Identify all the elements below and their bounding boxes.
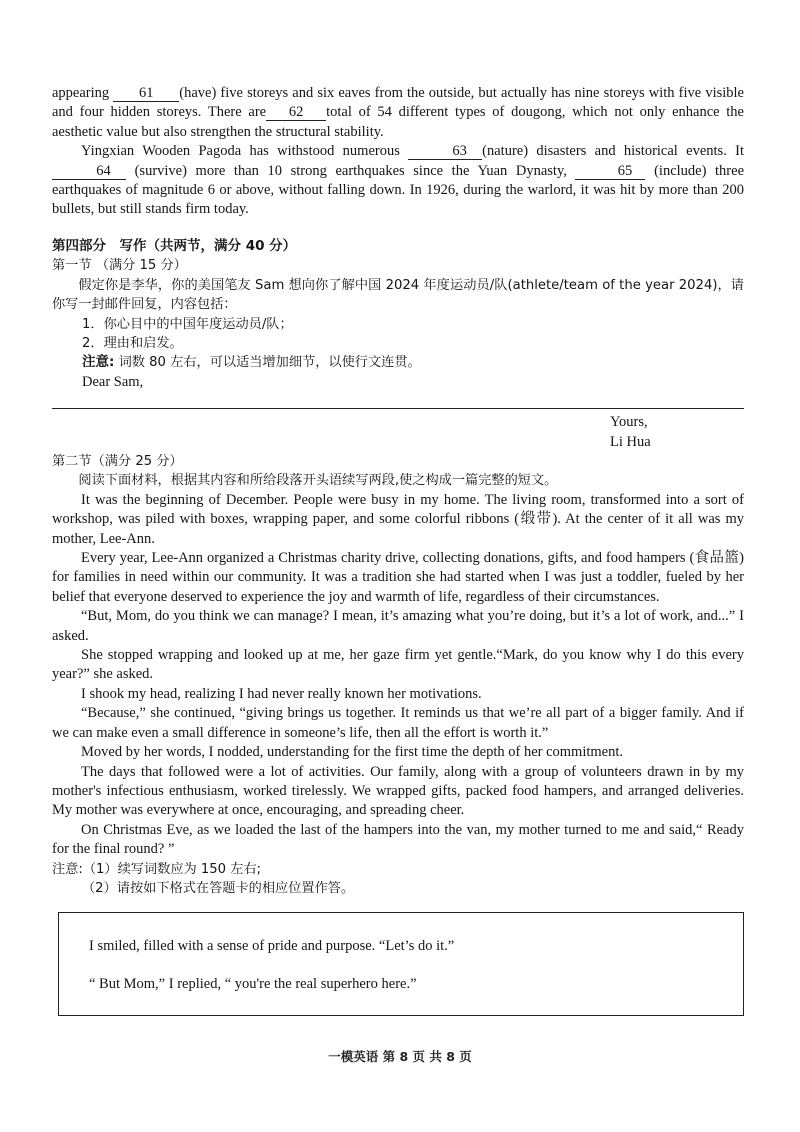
story-paragraph: She stopped wrapping and looked up at me, her gaze firm yet gentle.“Mark, do you know why I do this every year?” she asked. [52, 647, 744, 683]
page-footer: 一模英语 第 8 页 共 8 页 [328, 1049, 472, 1064]
story-paragraph: “Because,” she continued, “giving brings us together. It reminds us that we’re all part of a bigger family. And if we can make even a small difference in someone’s life, then all the effort is worth it.” [52, 705, 744, 741]
section1-note: 注意: 词数 80 左右，可以适当增加细节，以使行文连贯。 [82, 354, 421, 371]
continuation-answer-box[interactable] [58, 912, 744, 1016]
cloze-paragraph-1: appearing 61 (have) five storeys and six eaves from the outside, but actually has nine storeys with five visible and four hidden storeys. There are 62 total of 54 different types of dougong, which not only enhance the aesthetic value but also strengthen the structural stability. [52, 85, 744, 140]
section1-heading: 第一节 （满分 15 分） [52, 258, 187, 274]
section2-note-1: 注意:（1）续写词数应为 150 左右; [52, 861, 262, 877]
part-title: 第四部分 写作（共两节，满分 40 分） [52, 238, 297, 254]
letter-greeting: Dear Sam, [82, 373, 144, 390]
cloze-paragraph-2: Yingxian Wooden Pagoda has withstood numerous 63 (nature) disasters and historical events. It 64 (survive) more than 10 strong earthquakes since the Yuan Dynasty, 65 (include) three earthquakes of magnitude 6 or above, without falling down. In 1926, during the warlord, it was hit by more than 200 bullets, but still stands firm today. [52, 143, 744, 218]
story-paragraph: “But, Mom, do you think we can manage? I mean, it’s amazing what you’re doing, but it’s a lot of work, and...” I asked. [52, 608, 744, 644]
cloze-passage [52, 84, 744, 220]
story-paragraph: Moved by her words, I nodded, understanding for the first time the depth of her commitment. [81, 744, 624, 761]
section1-item-2: 2．理由和启发。 [82, 336, 183, 352]
letter-signature: Li Hua [610, 433, 651, 450]
letter-sign-off [610, 413, 740, 452]
section2-note-2: （2）请按如下格式在答题卡的相应位置作答。 [82, 880, 355, 896]
continuation-opening-1: I smiled, filled with a sense of pride and purpose. “Let’s do it.” [89, 938, 455, 954]
section1-item-1: 1．你心目中的中国年度运动员/队； [82, 316, 293, 332]
blank-61[interactable]: 61 [113, 85, 179, 102]
story-paragraph: Every year, Lee-Ann organized a Christmas charity drive, collecting donations, gifts, and food hampers (食品篮) for families in need within our community. It was a tradition she had started when I was just a toddler, fueled by her belief that everyone deserved to experience the joy and warmth of life, regardless of their circumstances. [52, 550, 744, 605]
section2-heading: 第二节（满分 25 分） [52, 454, 183, 469]
writing-section-1 [52, 237, 744, 392]
letter-closing: Yours, [610, 414, 648, 430]
blank-63[interactable]: 63 [408, 143, 482, 160]
answer-line [52, 408, 744, 409]
section2-instruction: 阅读下面材料，根据其内容和所给段落开头语续写两段,使之构成一篇完整的短文。 [78, 473, 558, 489]
story-paragraph: It was the beginning of December. People were busy in my home. The living room, transformed into a sort of workshop, was piled with boxes, wrapping paper, and some colorful ribbons (缎带). At the center of it all was my mother, Lee-Ann. [52, 491, 744, 547]
writing-section-2 [52, 452, 744, 898]
blank-62[interactable]: 62 [266, 104, 326, 121]
continuation-opening-2: “ But Mom,” I replied, “ you're the real superhero here.” [89, 976, 417, 992]
blank-64[interactable]: 64 [52, 163, 126, 180]
section1-prompt: 假定你是李华，你的美国笔友 Sam 想向你了解中国 2024 年度运动员/队(athlete/team of the year 2024)，请你写一封邮件回复，内容包括： [52, 277, 744, 313]
story-paragraph: On Christmas Eve, as we loaded the last of the hampers into the van, my mother turned to me and said,“ Ready for the final round? ” [52, 821, 744, 858]
story-paragraph: The days that followed were a lot of activities. Our family, along with a group of volunteers drawn in by my mother's infectious enthusiasm, worked tirelessly. We wrapped gifts, packed food hampers, and arranged deliveries. My mother was everywhere at once, encouraging, and spreading cheer. [52, 763, 744, 819]
story-paragraph: I shook my head, realizing I had never really known her motivations. [81, 685, 482, 702]
blank-65[interactable]: 65 [575, 163, 645, 180]
